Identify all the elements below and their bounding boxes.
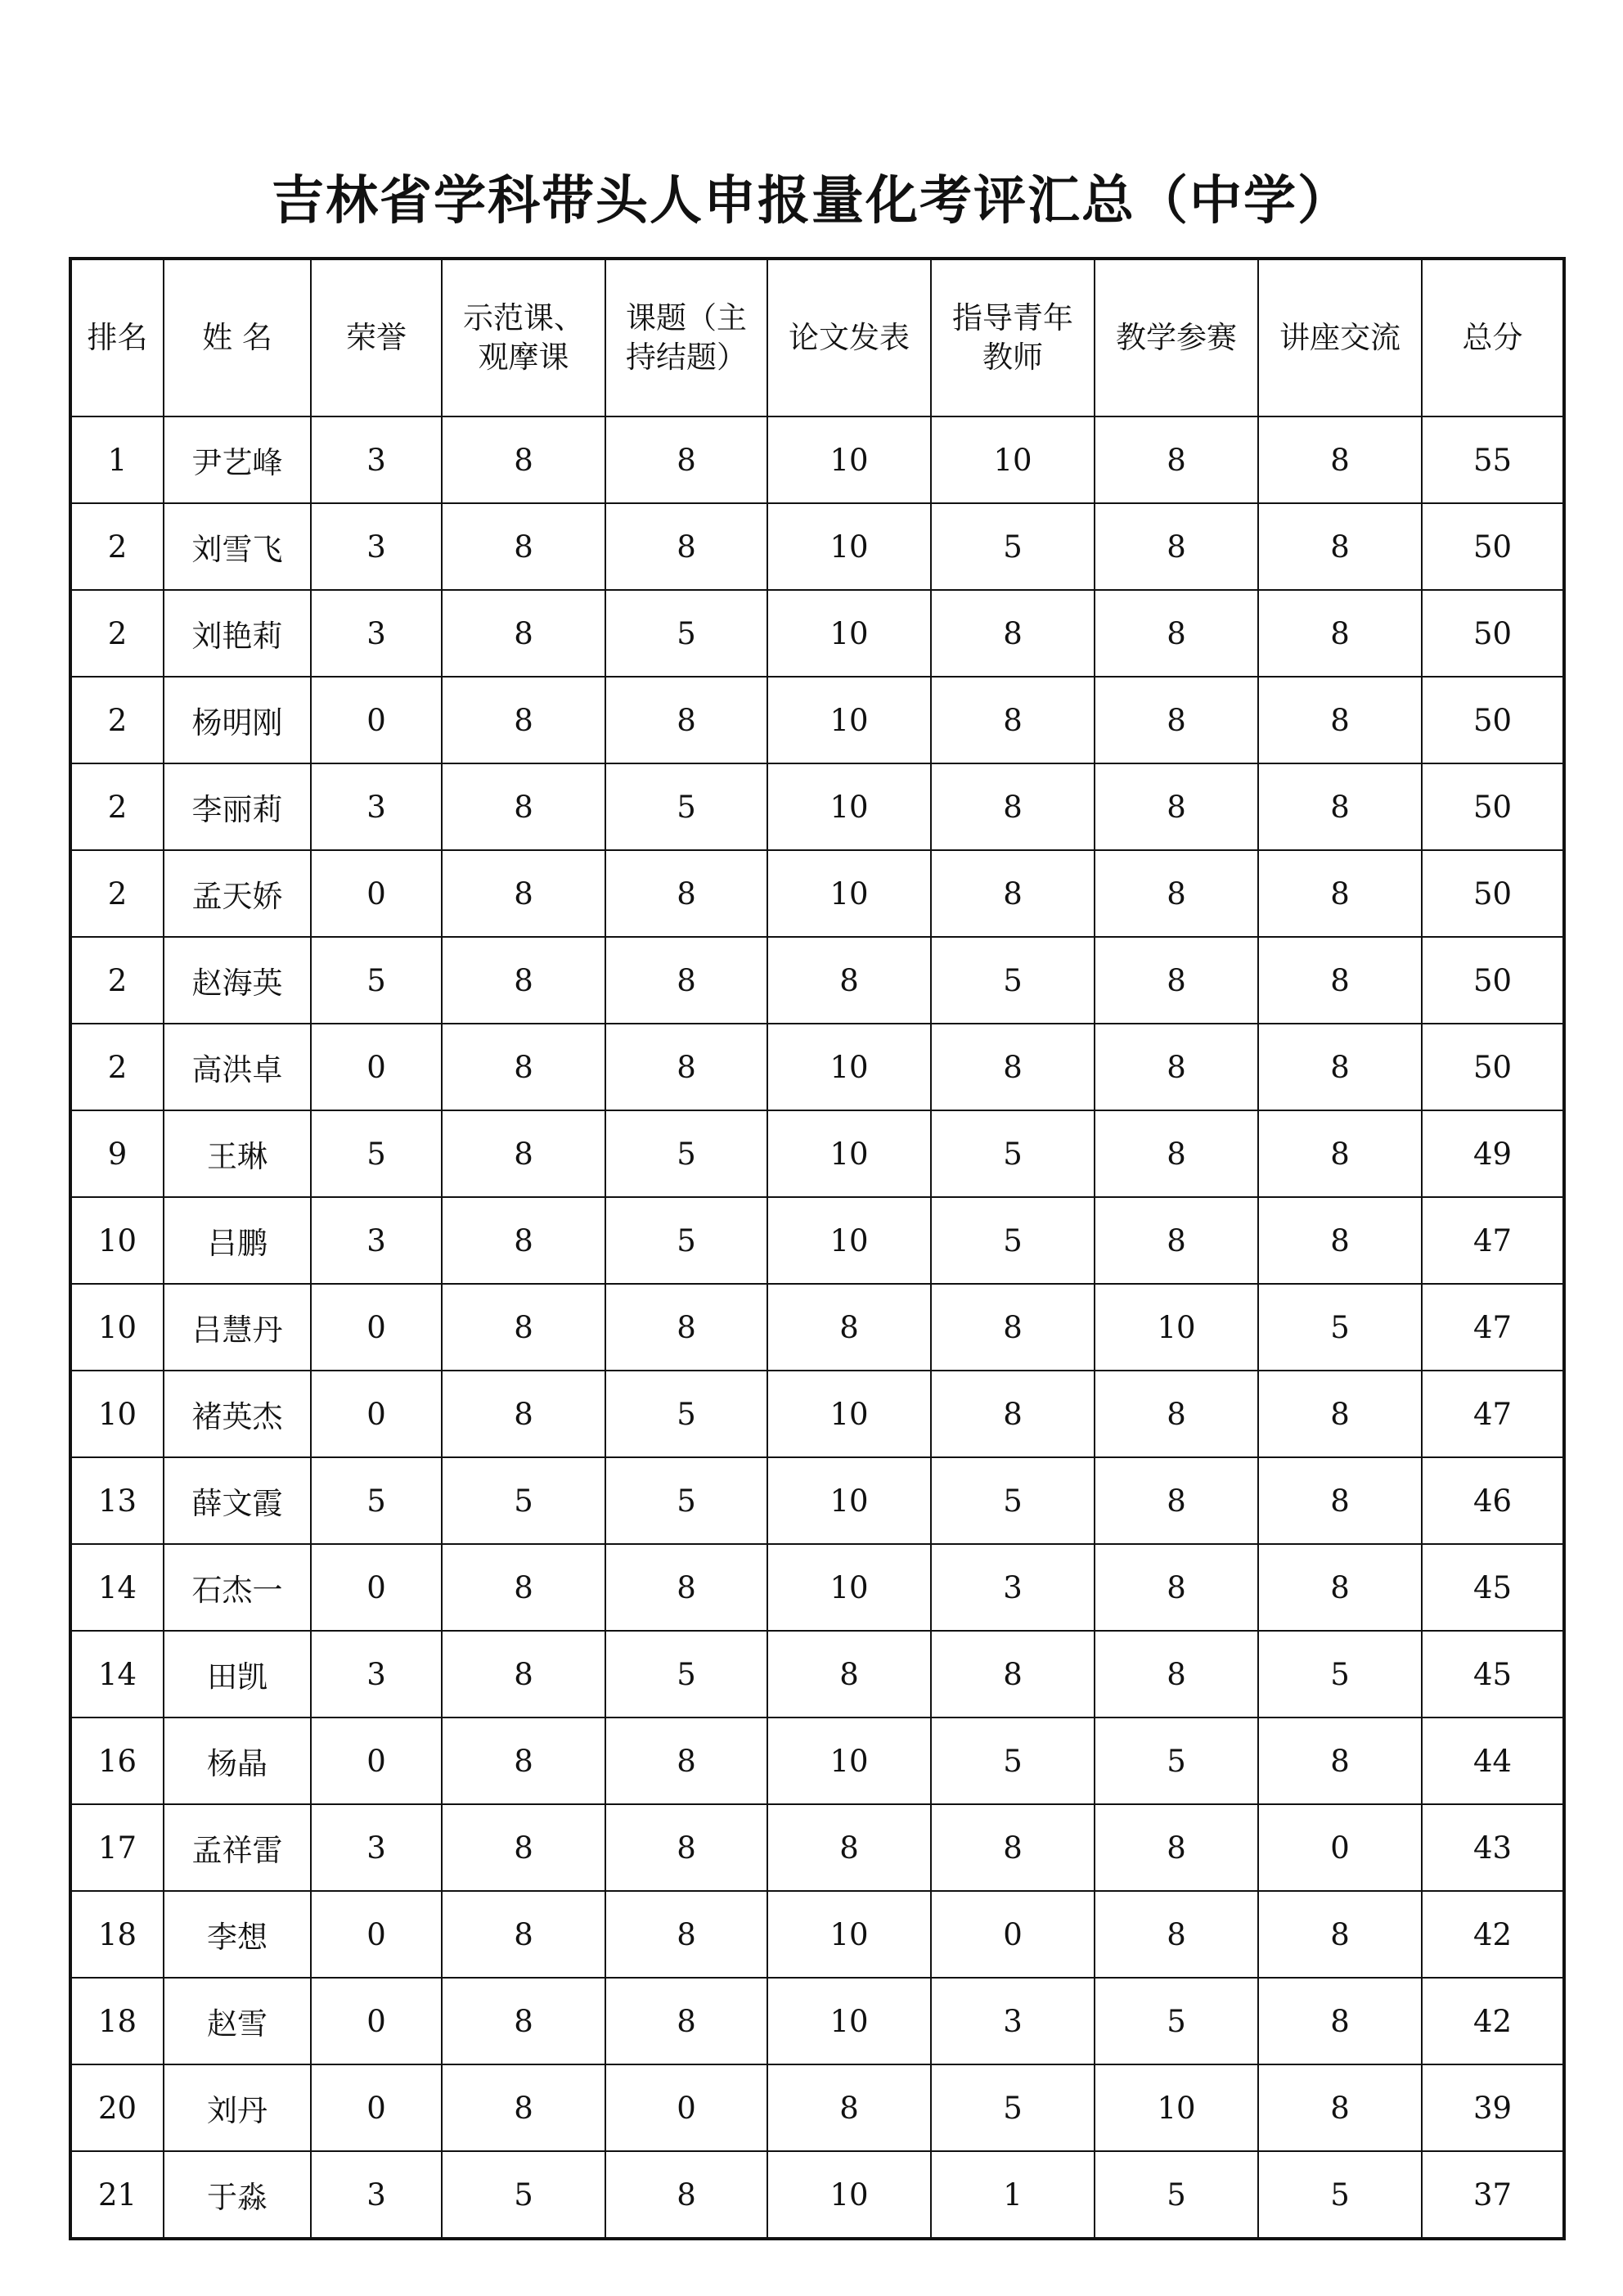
cell-teaching-contest: 5 (1095, 1978, 1258, 2064)
cell-teaching-contest: 10 (1095, 2064, 1258, 2151)
cell-total: 47 (1422, 1371, 1564, 1457)
table-row (70, 1978, 1564, 2064)
cell-honor: 0 (311, 1024, 442, 1110)
cell-research-project: 5 (605, 1110, 767, 1197)
cell-name: 刘丹 (164, 2064, 311, 2151)
cell-rank: 10 (70, 1197, 164, 1284)
cell-rank: 14 (70, 1631, 164, 1717)
header-text-line: 持结题） (626, 340, 747, 375)
cell-honor: 0 (311, 1544, 442, 1631)
table-row (70, 937, 1564, 1024)
cell-demo-class: 8 (442, 850, 605, 937)
cell-teaching-contest: 8 (1095, 1457, 1258, 1544)
cell-lectures: 5 (1258, 1284, 1422, 1371)
cell-papers: 10 (767, 1978, 931, 2064)
cell-research-project: 8 (605, 1891, 767, 1978)
cell-demo-class: 8 (442, 590, 605, 677)
cell-research-project: 5 (605, 763, 767, 850)
cell-lectures: 8 (1258, 677, 1422, 763)
cell-demo-class: 8 (442, 1544, 605, 1631)
cell-name: 田凯 (164, 1631, 311, 1717)
cell-papers: 10 (767, 1457, 931, 1544)
cell-lectures: 8 (1258, 1457, 1422, 1544)
cell-mentoring: 0 (931, 1891, 1095, 1978)
cell-demo-class: 8 (442, 1891, 605, 1978)
header-text-line: 示范课、 (463, 300, 584, 335)
cell-mentoring: 5 (931, 1197, 1095, 1284)
cell-papers: 10 (767, 1891, 931, 1978)
cell-demo-class: 8 (442, 937, 605, 1024)
cell-lectures: 8 (1258, 1110, 1422, 1197)
cell-research-project: 0 (605, 2064, 767, 2151)
cell-total: 39 (1422, 2064, 1564, 2151)
cell-demo-class: 8 (442, 677, 605, 763)
cell-rank: 18 (70, 1891, 164, 1978)
cell-name: 李想 (164, 1891, 311, 1978)
cell-name: 于淼 (164, 2151, 311, 2239)
cell-lectures: 8 (1258, 1544, 1422, 1631)
cell-research-project: 8 (605, 1284, 767, 1371)
cell-lectures: 8 (1258, 2064, 1422, 2151)
cell-lectures: 8 (1258, 1891, 1422, 1978)
cell-teaching-contest: 8 (1095, 1804, 1258, 1891)
cell-total: 50 (1422, 937, 1564, 1024)
header-papers (767, 259, 931, 416)
cell-lectures: 8 (1258, 763, 1422, 850)
cell-demo-class: 8 (442, 2064, 605, 2151)
table-row (70, 1544, 1564, 1631)
cell-demo-class: 8 (442, 763, 605, 850)
cell-demo-class: 5 (442, 1457, 605, 1544)
cell-rank: 10 (70, 1371, 164, 1457)
cell-research-project: 5 (605, 1631, 767, 1717)
cell-teaching-contest: 8 (1095, 763, 1258, 850)
cell-total: 49 (1422, 1110, 1564, 1197)
cell-papers: 10 (767, 1544, 931, 1631)
cell-teaching-contest: 8 (1095, 850, 1258, 937)
cell-teaching-contest: 8 (1095, 1544, 1258, 1631)
cell-honor: 0 (311, 2064, 442, 2151)
cell-mentoring: 3 (931, 1544, 1095, 1631)
cell-papers: 10 (767, 763, 931, 850)
cell-lectures: 8 (1258, 1024, 1422, 1110)
cell-rank: 18 (70, 1978, 164, 2064)
cell-rank: 17 (70, 1804, 164, 1891)
cell-papers: 10 (767, 1197, 931, 1284)
cell-teaching-contest: 8 (1095, 590, 1258, 677)
cell-honor: 3 (311, 503, 442, 590)
cell-total: 55 (1422, 416, 1564, 503)
cell-papers: 10 (767, 590, 931, 677)
cell-mentoring: 8 (931, 763, 1095, 850)
cell-research-project: 5 (605, 1371, 767, 1457)
table-row (70, 1197, 1564, 1284)
cell-mentoring: 8 (931, 850, 1095, 937)
cell-total: 50 (1422, 763, 1564, 850)
cell-name: 李丽莉 (164, 763, 311, 850)
cell-lectures: 8 (1258, 416, 1422, 503)
header-text-line: 教师 (982, 340, 1043, 375)
table-row (70, 1024, 1564, 1110)
cell-name: 褚英杰 (164, 1371, 311, 1457)
cell-honor: 3 (311, 416, 442, 503)
cell-rank: 2 (70, 1024, 164, 1110)
cell-research-project: 5 (605, 1197, 767, 1284)
cell-research-project: 8 (605, 1544, 767, 1631)
score-summary-table (69, 257, 1566, 2240)
cell-name: 吕慧丹 (164, 1284, 311, 1371)
cell-honor: 0 (311, 1891, 442, 1978)
cell-lectures: 8 (1258, 1197, 1422, 1284)
header-teaching-contest (1095, 259, 1258, 416)
cell-research-project: 8 (605, 503, 767, 590)
cell-research-project: 8 (605, 937, 767, 1024)
header-research-project (605, 259, 767, 416)
cell-teaching-contest: 8 (1095, 1631, 1258, 1717)
cell-rank: 2 (70, 937, 164, 1024)
cell-research-project: 5 (605, 590, 767, 677)
cell-teaching-contest: 8 (1095, 1371, 1258, 1457)
cell-total: 45 (1422, 1544, 1564, 1631)
cell-honor: 3 (311, 1631, 442, 1717)
cell-mentoring: 5 (931, 937, 1095, 1024)
header-text-line: 姓 名 (202, 320, 272, 355)
cell-total: 50 (1422, 677, 1564, 763)
cell-mentoring: 1 (931, 2151, 1095, 2239)
cell-research-project: 8 (605, 1804, 767, 1891)
cell-papers: 10 (767, 677, 931, 763)
table-row (70, 2151, 1564, 2239)
cell-papers: 8 (767, 937, 931, 1024)
cell-papers: 10 (767, 1371, 931, 1457)
cell-total: 50 (1422, 1024, 1564, 1110)
cell-name: 石杰一 (164, 1544, 311, 1631)
cell-lectures: 8 (1258, 1978, 1422, 2064)
cell-total: 42 (1422, 1891, 1564, 1978)
cell-mentoring: 5 (931, 1457, 1095, 1544)
cell-honor: 5 (311, 937, 442, 1024)
cell-research-project: 8 (605, 1024, 767, 1110)
cell-mentoring: 8 (931, 1804, 1095, 1891)
header-name (164, 259, 311, 416)
header-total (1422, 259, 1564, 416)
cell-rank: 21 (70, 2151, 164, 2239)
table-row (70, 1371, 1564, 1457)
cell-teaching-contest: 8 (1095, 1891, 1258, 1978)
cell-demo-class: 8 (442, 1717, 605, 1804)
table-row (70, 590, 1564, 677)
cell-name: 刘雪飞 (164, 503, 311, 590)
table-row (70, 2064, 1564, 2151)
header-text-line: 论文发表 (789, 320, 910, 355)
cell-lectures: 5 (1258, 2151, 1422, 2239)
cell-research-project: 5 (605, 1457, 767, 1544)
cell-name: 孟天娇 (164, 850, 311, 937)
cell-demo-class: 8 (442, 503, 605, 590)
cell-papers: 10 (767, 850, 931, 937)
cell-research-project: 8 (605, 2151, 767, 2239)
table-row (70, 677, 1564, 763)
cell-honor: 3 (311, 1804, 442, 1891)
page-title: 吉林省学科带头人申报量化考评汇总（中学） (272, 171, 1351, 232)
cell-honor: 0 (311, 1284, 442, 1371)
cell-demo-class: 5 (442, 2151, 605, 2239)
header-demo-class (442, 259, 605, 416)
cell-name: 尹艺峰 (164, 416, 311, 503)
cell-honor: 3 (311, 590, 442, 677)
cell-mentoring: 8 (931, 1284, 1095, 1371)
table-row (70, 1717, 1564, 1804)
cell-papers: 10 (767, 416, 931, 503)
cell-rank: 2 (70, 503, 164, 590)
cell-teaching-contest: 8 (1095, 677, 1258, 763)
cell-name: 薛文霞 (164, 1457, 311, 1544)
cell-rank: 1 (70, 416, 164, 503)
cell-papers: 8 (767, 2064, 931, 2151)
table-header-row (70, 259, 1564, 416)
cell-mentoring: 8 (931, 590, 1095, 677)
cell-papers: 8 (767, 1804, 931, 1891)
cell-total: 50 (1422, 590, 1564, 677)
header-rank (70, 259, 164, 416)
cell-teaching-contest: 8 (1095, 1197, 1258, 1284)
cell-teaching-contest: 10 (1095, 1284, 1258, 1371)
cell-demo-class: 8 (442, 1110, 605, 1197)
cell-rank: 2 (70, 763, 164, 850)
cell-rank: 2 (70, 850, 164, 937)
cell-research-project: 8 (605, 416, 767, 503)
cell-name: 赵海英 (164, 937, 311, 1024)
cell-name: 赵雪 (164, 1978, 311, 2064)
cell-papers: 10 (767, 1024, 931, 1110)
cell-total: 47 (1422, 1197, 1564, 1284)
cell-honor: 0 (311, 1717, 442, 1804)
cell-honor: 5 (311, 1457, 442, 1544)
cell-research-project: 8 (605, 1717, 767, 1804)
cell-total: 45 (1422, 1631, 1564, 1717)
cell-teaching-contest: 8 (1095, 1024, 1258, 1110)
header-text-line: 观摩课 (478, 340, 569, 375)
header-lectures (1258, 259, 1422, 416)
cell-mentoring: 5 (931, 2064, 1095, 2151)
cell-honor: 3 (311, 763, 442, 850)
cell-total: 42 (1422, 1978, 1564, 2064)
cell-total: 43 (1422, 1804, 1564, 1891)
cell-demo-class: 8 (442, 1804, 605, 1891)
cell-total: 37 (1422, 2151, 1564, 2239)
table-row (70, 1110, 1564, 1197)
cell-mentoring: 8 (931, 677, 1095, 763)
cell-name: 杨明刚 (164, 677, 311, 763)
cell-teaching-contest: 8 (1095, 937, 1258, 1024)
cell-papers: 10 (767, 503, 931, 590)
cell-research-project: 8 (605, 1978, 767, 2064)
cell-mentoring: 5 (931, 1717, 1095, 1804)
cell-teaching-contest: 5 (1095, 1717, 1258, 1804)
cell-rank: 16 (70, 1717, 164, 1804)
cell-teaching-contest: 8 (1095, 503, 1258, 590)
cell-honor: 0 (311, 1371, 442, 1457)
cell-demo-class: 8 (442, 1024, 605, 1110)
cell-name: 王琳 (164, 1110, 311, 1197)
cell-honor: 3 (311, 2151, 442, 2239)
table-row (70, 763, 1564, 850)
cell-mentoring: 10 (931, 416, 1095, 503)
cell-papers: 8 (767, 1631, 931, 1717)
cell-demo-class: 8 (442, 1978, 605, 2064)
cell-total: 46 (1422, 1457, 1564, 1544)
table-row (70, 850, 1564, 937)
header-text-line: 课题（主 (626, 300, 747, 335)
table-row (70, 1804, 1564, 1891)
cell-rank: 9 (70, 1110, 164, 1197)
header-text-line: 总分 (1462, 320, 1523, 355)
cell-mentoring: 3 (931, 1978, 1095, 2064)
cell-mentoring: 8 (931, 1024, 1095, 1110)
cell-honor: 0 (311, 850, 442, 937)
cell-total: 44 (1422, 1717, 1564, 1804)
cell-papers: 10 (767, 1717, 931, 1804)
table-row (70, 416, 1564, 503)
cell-rank: 10 (70, 1284, 164, 1371)
cell-papers: 8 (767, 1284, 931, 1371)
cell-mentoring: 5 (931, 1110, 1095, 1197)
cell-lectures: 8 (1258, 1371, 1422, 1457)
cell-honor: 0 (311, 677, 442, 763)
table-body (70, 416, 1564, 2239)
cell-mentoring: 8 (931, 1371, 1095, 1457)
cell-name: 吕鹏 (164, 1197, 311, 1284)
table-row (70, 503, 1564, 590)
cell-teaching-contest: 8 (1095, 1110, 1258, 1197)
cell-teaching-contest: 5 (1095, 2151, 1258, 2239)
header-mentoring (931, 259, 1095, 416)
header-honor (311, 259, 442, 416)
cell-name: 杨晶 (164, 1717, 311, 1804)
cell-honor: 0 (311, 1978, 442, 2064)
cell-research-project: 8 (605, 677, 767, 763)
cell-name: 高洪卓 (164, 1024, 311, 1110)
cell-total: 50 (1422, 503, 1564, 590)
cell-total: 50 (1422, 850, 1564, 937)
cell-rank: 20 (70, 2064, 164, 2151)
cell-rank: 13 (70, 1457, 164, 1544)
header-text-line: 荣誉 (346, 320, 407, 355)
cell-demo-class: 8 (442, 1284, 605, 1371)
cell-mentoring: 8 (931, 1631, 1095, 1717)
cell-demo-class: 8 (442, 1197, 605, 1284)
cell-teaching-contest: 8 (1095, 416, 1258, 503)
table-row (70, 1284, 1564, 1371)
table-row (70, 1631, 1564, 1717)
cell-name: 孟祥雷 (164, 1804, 311, 1891)
cell-honor: 5 (311, 1110, 442, 1197)
cell-mentoring: 5 (931, 503, 1095, 590)
cell-rank: 14 (70, 1544, 164, 1631)
cell-papers: 10 (767, 1110, 931, 1197)
cell-lectures: 8 (1258, 590, 1422, 677)
table-row (70, 1457, 1564, 1544)
cell-rank: 2 (70, 590, 164, 677)
header-text-line: 教学参赛 (1116, 320, 1237, 355)
header-text-line: 排名 (87, 320, 148, 355)
table-row (70, 1891, 1564, 1978)
cell-lectures: 8 (1258, 1717, 1422, 1804)
cell-total: 47 (1422, 1284, 1564, 1371)
cell-demo-class: 8 (442, 416, 605, 503)
cell-research-project: 8 (605, 850, 767, 937)
header-text-line: 指导青年 (952, 300, 1073, 335)
cell-lectures: 8 (1258, 850, 1422, 937)
cell-rank: 2 (70, 677, 164, 763)
cell-papers: 10 (767, 2151, 931, 2239)
cell-demo-class: 8 (442, 1631, 605, 1717)
cell-name: 刘艳莉 (164, 590, 311, 677)
cell-lectures: 8 (1258, 503, 1422, 590)
cell-lectures: 5 (1258, 1631, 1422, 1717)
cell-lectures: 8 (1258, 937, 1422, 1024)
cell-demo-class: 8 (442, 1371, 605, 1457)
cell-lectures: 0 (1258, 1804, 1422, 1891)
cell-honor: 3 (311, 1197, 442, 1284)
header-text-line: 讲座交流 (1279, 320, 1400, 355)
